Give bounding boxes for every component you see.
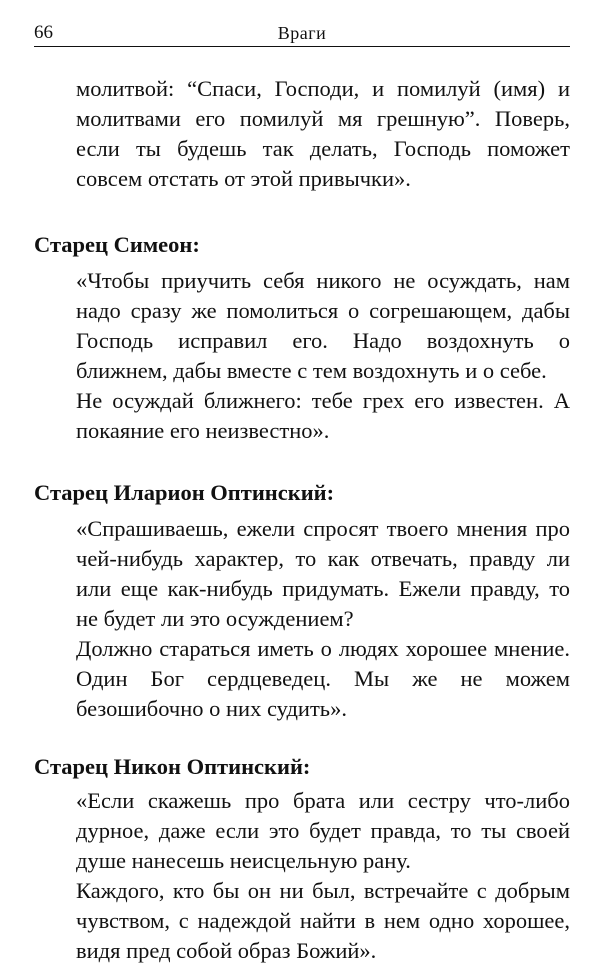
- continuation-text: молитвой: “Спаси, Господи, и помилуй (имя) и молитвами его помилуй мя грешную”. Поверь, если ты будешь так делать, Господь поможет совсем отстать от этой привычки».: [76, 76, 570, 191]
- page-number: 66: [34, 22, 53, 43]
- quote-paragraph: «Если скажешь про брата или сестру что-либо дурное, даже если это будет правда, то ты своей душе нанесешь неисцельную рану.: [76, 788, 570, 873]
- quote-paragraph: «Чтобы приучить себя никого не осуждать, нам надо сразу же помолиться о согрешающем, дабы Господь исправил его. Надо воздохнуть о ближнем, дабы вместе с тем воздохнуть и о себе.: [76, 268, 570, 383]
- header-rule: [34, 46, 570, 47]
- section-heading-ilarion: Старец Иларион Оптинский:: [34, 480, 335, 505]
- quote-paragraph: Каждого, кто бы он ни был, встречайте с добрым чувством, с надеждой найти в нем одно хорошее, видя пред собой образ Божий».: [76, 878, 570, 963]
- section-body-nikon: [76, 786, 570, 966]
- section-body-ilarion: [76, 514, 570, 724]
- quote-paragraph: «Спрашиваешь, ежели спросят твоего мнения про чей-нибудь характер, то как отвечать, правду ли или еще как-нибудь придумать. Ежели правду, то не будет ли это осуждением?: [76, 516, 570, 631]
- page-header: [34, 22, 570, 50]
- quote-paragraph: Должно стараться иметь о людях хорошее мнение. Один Бог сердцеведец. Мы же не можем безошибочно о них судить».: [76, 636, 570, 721]
- running-title: Враги: [277, 23, 327, 43]
- quote-paragraph: Не осуждай ближнего: тебе грех его известен. А покаяние его неизвестно».: [76, 388, 570, 443]
- section-body-simeon: [76, 266, 570, 446]
- section-heading-simeon: Старец Симеон:: [34, 232, 200, 257]
- section-heading-nikon: Старец Никон Оптинский:: [34, 754, 311, 779]
- continuation-paragraph: [76, 74, 570, 194]
